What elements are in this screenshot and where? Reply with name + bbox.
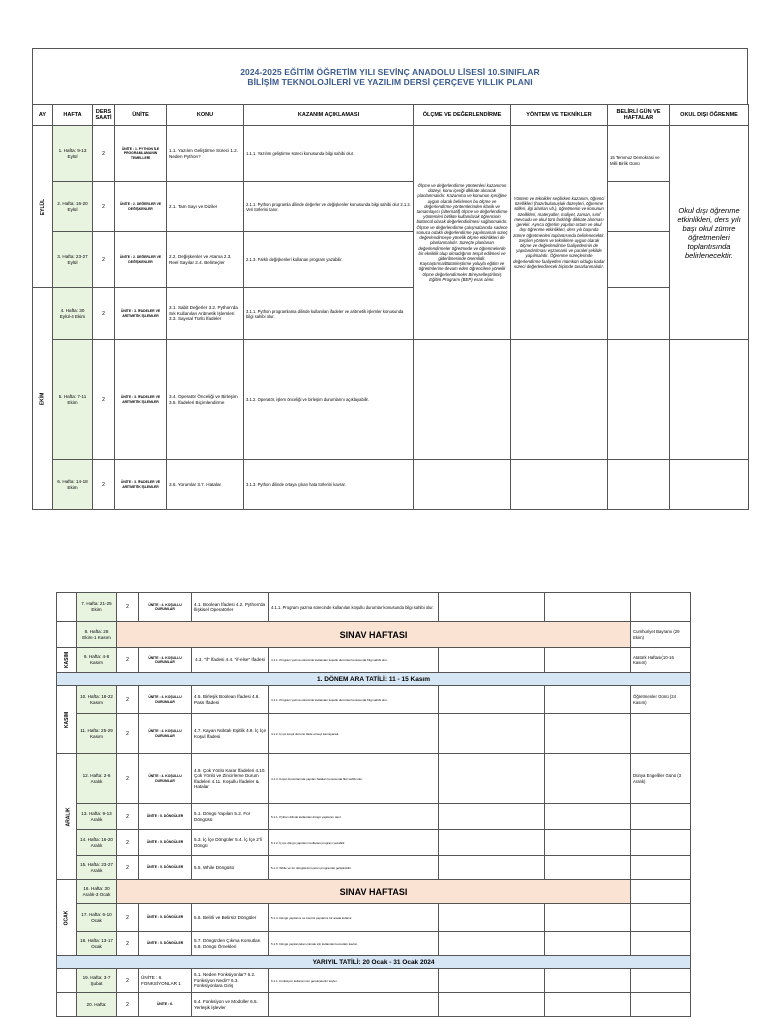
hours-cell: 2 — [117, 993, 139, 1017]
special-days-cell — [608, 182, 670, 232]
outcome-cell: 4.1.3. Koşul durumlarında yapılan hataları konusunda fikir sahibi olur. — [269, 754, 439, 804]
special-days-cell — [608, 288, 670, 340]
empty-cell — [439, 993, 545, 1017]
unit-cell: ÜNİTE : 4. KOŞULLU DURUMLAR — [139, 754, 192, 804]
month-cell — [57, 969, 77, 993]
table-row — [57, 686, 691, 714]
special-days-cell: Cumhuriyet Bayramı (29 Ekim) — [631, 622, 691, 648]
hours-cell: 2 — [117, 804, 139, 830]
month-cell — [57, 622, 77, 648]
month-label: EKİM — [39, 392, 46, 405]
month-cell — [33, 288, 53, 510]
empty-cell — [439, 904, 545, 932]
header-row — [33, 105, 749, 126]
outcome-cell: 4.1.2. İç içe koşul durumu ifade etmeyi kavrayacak. — [269, 714, 439, 754]
empty-cell — [631, 880, 691, 904]
unit-cell: ÜNİTE : 5. DÖNGÜLER — [139, 904, 192, 932]
table-row — [57, 856, 691, 880]
week-cell: 13. Hafta: 9-13 Aralık — [77, 804, 117, 830]
unit-cell: ÜNİTE : 3. İFADELER VE ARİTMETİK İŞLEMLER — [115, 288, 167, 340]
month-label: KASIM — [64, 651, 71, 669]
col-belirli: BELİRLİ GÜN VE HAFTALAR — [608, 105, 670, 126]
methods-cell: Yöntem ve teknikler seçilirken kazanım, öğrenci özellikleri (hazırbulunuşluk düzeyleri, öğrenme stilleri, ilgi alanları vb.), öğretmenin ve konunun özellikleri, materyaller, maliyet, zaman, sınıf mevcudu ve okul türü farklılığı dikkate alınması gerekir. Ayrıca öğretim yapılan ortam ve okul dışı öğrenme etkinlikleri, ders yılı başında zümre öğretmenleri toplantısında belirlenecektir. Seçilen yöntem ve tekniklere uygun olarak ölçme ve değerlendirme faaliyetlerinin de yapılandırılması eşzamanlı ve paralel şekilde yapılmalıdır. Öğrenme süreçlerinde değerlendirme faaliyetleri mümkün olduğu kadar süreci değerlendirecek biçimde tasarlanmalıdır. — [511, 126, 608, 340]
col-kazanim: KAZANIM AÇIKLAMASI — [244, 105, 414, 126]
topic-cell: 1.1. Yazılım Geliştirme Süreci 1.2. Neden Python? — [167, 126, 244, 182]
week-cell: 14. Hafta: 16-20 Aralık — [77, 830, 117, 856]
hours-cell: 2 — [117, 593, 139, 622]
table-row — [33, 340, 749, 460]
table-row — [57, 904, 691, 932]
week-cell: 7. Hafta: 21-25 Ekim — [77, 593, 117, 622]
col-okul: OKUL DIŞI ÖĞRENME — [670, 105, 749, 126]
topic-cell: 2.2. Değişkenler ve Atama 2.3. Reel Sayılar 2.4. Belirteçler — [167, 232, 244, 288]
empty-cell — [545, 856, 631, 880]
empty-cell — [631, 904, 691, 932]
empty-cell — [439, 932, 545, 956]
col-unite: ÜNİTE — [115, 105, 167, 126]
plan-table-page-1 — [32, 104, 748, 510]
topic-cell: 6.1. Neden Fonksiyonlar? 6.2. Fonksiyon Nedir? 6.3. Fonksiyonlara Giriş — [192, 969, 269, 993]
outcome-cell: 3.1.3. Python dilinde ortaya çıkan hata türlerini kavrar. — [244, 460, 414, 510]
topic-cell: 4.5. Birleşik Boolean İfadesi 4.6. Pass İfadesi — [192, 686, 269, 714]
outcome-cell: 4.1.1. Program yazma sürecinde kullanılan koşullu durumlar konusunda bilgi sahibi olur. — [269, 593, 439, 622]
table-row — [57, 648, 691, 673]
holiday-row — [57, 673, 691, 686]
hours-cell: 2 — [93, 340, 115, 460]
unit-cell: ÜNİTE : 4. KOŞULLU DURUMLAR — [139, 686, 192, 714]
hours-cell: 2 — [117, 904, 139, 932]
empty-cell — [608, 340, 670, 460]
special-days-cell: Atatürk Haftası(10-16 Kasım) — [631, 648, 691, 673]
empty-cell — [545, 754, 631, 804]
empty-cell — [545, 593, 631, 622]
hours-cell: 2 — [93, 460, 115, 510]
outcome-cell: 3.1.1. Python programlama dilinde kullanılan ifadeler ve aritmetik işlemler konusunda bilgi sahibi olur. — [244, 288, 414, 340]
unit-cell: ÜNİTE : 3. İFADELER VE ARİTMETİK İŞLEMLER — [115, 460, 167, 510]
topic-cell: 4.3. "if" İfadesi 4.4. "if-else" İfadesi — [192, 648, 269, 673]
hours-cell: 2 — [117, 969, 139, 993]
topic-cell: 2.1. Tam Sayı ve Diziler — [167, 182, 244, 232]
exam-week-banner: SINAV HAFTASI — [117, 622, 631, 648]
special-days-cell — [631, 714, 691, 754]
empty-cell — [545, 969, 631, 993]
topic-cell: 5.6. Belirli ve Belirsiz Döngüler — [192, 904, 269, 932]
week-cell: 17. Hafta: 6-10 Ocak — [77, 904, 117, 932]
unit-cell: ÜNİTE : 5. DÖNGÜLER — [139, 830, 192, 856]
week-cell: 12. Hafta: 2-6 Aralık — [77, 754, 117, 804]
month-cell — [57, 593, 77, 622]
topic-cell: 3.4. Operatör Önceliği ve Birleşim 3.5. İfadeleri Biçimlendirme — [167, 340, 244, 460]
month-label: ARALIK — [65, 807, 72, 826]
topic-cell: 3.1. Sabit Değerler 3.2. Python'da Sık Kullanılan Aritmetik İşlemleri 3.3. Sayısal Türlü İfadeler — [167, 288, 244, 340]
outcome-cell: 6.1.1. Fonksiyon kullanımının gerekçelerini söyler. — [269, 969, 439, 993]
col-ay: AY — [33, 105, 53, 126]
table-row — [33, 232, 749, 288]
table-row — [57, 993, 691, 1017]
table-row — [57, 593, 691, 622]
empty-cell — [439, 969, 545, 993]
col-yontem: YÖNTEM VE TEKNİKLER — [511, 105, 608, 126]
week-cell: 6. Hafta: 14-18 Ekim — [53, 460, 93, 510]
special-days-cell: Dünya Engelliler Günü (3 Aralık) — [631, 754, 691, 804]
empty-cell — [414, 340, 511, 460]
week-cell: 4. Hafta: 30 Eylül-4 Ekim — [53, 288, 93, 340]
unit-cell: ÜNİTE : 3. İFADELER VE ARİTMETİK İŞLEMLER — [115, 340, 167, 460]
special-days-cell — [631, 856, 691, 880]
month-cell — [57, 754, 77, 880]
hours-cell: 2 — [117, 830, 139, 856]
hours-cell: 2 — [117, 714, 139, 754]
empty-cell — [670, 460, 749, 510]
unit-cell: ÜNİTE : 4. KOŞULLU DURUMLAR — [139, 593, 192, 622]
week-cell: 1. Hafta: 9-13 Eylül — [53, 126, 93, 182]
week-cell: 10. Hafta: 18-22 Kasım — [77, 686, 117, 714]
empty-cell — [414, 460, 511, 510]
outcome-cell: 1.1.1. Yazılım geliştirme süreci konusunda bilgi sahibi olur. — [244, 126, 414, 182]
empty-cell — [545, 714, 631, 754]
special-days-cell — [631, 804, 691, 830]
empty-cell — [511, 340, 608, 460]
empty-cell — [439, 856, 545, 880]
empty-cell — [631, 969, 691, 993]
topic-cell: 5.7. Döngü'den Çıkma Komutları 5.8. Döngü Örnekleri — [192, 932, 269, 956]
week-cell: 5. Hafta: 7-11 Ekim — [53, 340, 93, 460]
topic-cell: 6.4. Fonksiyon ve Modüller 6.5. Yerleşik İşlevler — [192, 993, 269, 1017]
outcome-cell — [269, 993, 439, 1017]
outcome-cell: 5.1.4. Döngü yapılarını ve kontrol yapılarını bir arada kullanır. — [269, 904, 439, 932]
empty-cell — [439, 593, 545, 622]
topic-cell: 3.6. Yorumlar 3.7. Hatalar — [167, 460, 244, 510]
table-row — [57, 754, 691, 804]
outcome-cell: 3.1.2. Operatör, işlem önceliği ve birleşim durumlarını açıklayabilir. — [244, 340, 414, 460]
topic-cell: 4.1. Boolean İfadesi 4.2. Python'da İlişkisel Operatörler — [192, 593, 269, 622]
empty-cell — [439, 830, 545, 856]
table-row — [57, 880, 691, 904]
empty-cell — [545, 686, 631, 714]
week-cell: 18. Hafta: 13-17 Ocak — [77, 932, 117, 956]
table-row — [33, 288, 749, 340]
month-cell — [57, 993, 77, 1017]
outside-learning-cell: Okul dışı öğrenme etkinlikleri, ders yılı başı okul zümre öğretmenleri toplantısında belirlenecektir. — [670, 126, 749, 340]
hours-cell: 2 — [117, 932, 139, 956]
empty-cell — [439, 754, 545, 804]
exam-week-banner: SINAV HAFTASI — [117, 880, 631, 904]
table-row — [57, 622, 691, 648]
week-cell: 20. Hafta: — [77, 993, 117, 1017]
hours-cell: 2 — [117, 686, 139, 714]
special-days-cell — [631, 830, 691, 856]
table-row — [57, 804, 691, 830]
empty-cell — [631, 932, 691, 956]
month-label: KASIM — [64, 711, 71, 728]
week-cell: 3. Hafta: 23-27 Eylül — [53, 232, 93, 288]
unit-cell: ÜNİTE : 4. KOŞULLU DURUMLAR — [139, 648, 192, 673]
empty-cell — [631, 993, 691, 1017]
hours-cell: 2 — [117, 648, 139, 673]
outcome-cell: 4.1.1. Program yazma sürecinde kullanılan koşullu durumlar konusunda bilgi sahibi olur. — [269, 686, 439, 714]
table-row — [33, 126, 749, 182]
outcome-cell: 5.1.1. Python dilinde kullanılan döngü yapılarını tanır. — [269, 804, 439, 830]
unit-cell: ÜNİTE : 5. DÖNGÜLER — [139, 932, 192, 956]
holiday-banner: YARIYIL TATİLİ: 20 Ocak - 31 Ocak 2024 — [57, 956, 691, 969]
empty-cell — [545, 904, 631, 932]
empty-cell — [631, 593, 691, 622]
special-days-cell: Öğretmenler Günü (24 Kasım) — [631, 686, 691, 714]
holiday-banner: 1. DÖNEM ARA TATİLİ: 11 - 15 Kasım — [57, 673, 691, 686]
empty-cell — [670, 340, 749, 460]
empty-cell — [439, 804, 545, 830]
month-cell — [33, 126, 53, 288]
col-hafta: HAFTA — [53, 105, 93, 126]
empty-cell — [545, 648, 631, 673]
col-ders-saati: DERS SAATİ — [93, 105, 115, 126]
special-day-text: 15 Temmuz Demokrasi ve Milli Birlik Günü — [610, 155, 660, 166]
outcome-cell: 2.1.3. Farklı değişkenleri kullanan program yazabilir. — [244, 232, 414, 288]
week-cell: 8. Hafta: 28 Ekim-1 Kasım — [77, 622, 117, 648]
col-olcme: ÖLÇME VE DEĞERLENDİRME — [414, 105, 511, 126]
hours-cell: 2 — [93, 232, 115, 288]
table-row — [33, 182, 749, 232]
holiday-row — [57, 956, 691, 969]
outcome-cell: 4.1.1. Program yazma sürecinde kullanılan koşullu durumlar konusunda bilgi sahibi olur. — [269, 648, 439, 673]
title-line-2: BİLİŞİM TEKNOLOJİLERİ VE YAZILIM DERSİ ÇERÇEVE YILLIK PLANI — [247, 77, 533, 87]
month-cell — [57, 686, 77, 754]
unit-cell: ÜNİTE : 1. PYTHON İLE PROGRAMLAMANIN TEMELLERİ — [115, 126, 167, 182]
special-days-cell — [608, 232, 670, 288]
month-cell — [57, 648, 77, 673]
empty-cell — [511, 460, 608, 510]
table-row — [33, 460, 749, 510]
unit-cell: ÜNİTE : 6. FONKSİYONLAR 1 — [139, 969, 192, 993]
topic-cell: 4.7. Kayan Noktalı Eşitlik 4.8. İç İçe Koşul İfadesi — [192, 714, 269, 754]
outcome-cell: 5.1.5. Döngü yapılarından çıkmak için kullanılan komutları kavrar. — [269, 932, 439, 956]
topic-cell: 5.5. While Döngüsü — [192, 856, 269, 880]
outcome-cell: 2.1.1. Python programla dilinde değerler ve değişkenler konusunda bilgi sahibi olur 2.1.2. Veri türlerini tanır. — [244, 182, 414, 232]
empty-cell — [545, 993, 631, 1017]
empty-cell — [439, 686, 545, 714]
table-row — [57, 830, 691, 856]
week-cell: 19. Hafta: 3-7 Şubat — [77, 969, 117, 993]
outcome-cell: 5.1.3. While ve for döngülerini içeren programlar geliştirebilir. — [269, 856, 439, 880]
table-row — [57, 969, 691, 993]
empty-cell — [439, 714, 545, 754]
empty-cell — [608, 460, 670, 510]
topic-cell: 5.3. İç İçe Döngüler 5.4. İç İçe 2'li Döngü — [192, 830, 269, 856]
week-cell: 11. Hafta: 25-29 Kasım — [77, 714, 117, 754]
title-line-1: 2024-2025 EĞİTİM ÖĞRETİM YILI SEVİNÇ ANADOLU LİSESİ 10.SINIFLAR — [240, 67, 540, 77]
table-row — [57, 932, 691, 956]
table-row — [57, 714, 691, 754]
unit-cell: ÜNİTE : 2. DEĞERLER VE DEĞİŞKENLER — [115, 182, 167, 232]
col-konu: KONU — [167, 105, 244, 126]
plan-table-page-2 — [56, 592, 682, 1017]
hours-cell: 2 — [93, 126, 115, 182]
empty-cell — [545, 932, 631, 956]
empty-cell — [545, 804, 631, 830]
unit-cell: ÜNİTE : 5. DÖNGÜLER — [139, 856, 192, 880]
topic-cell: 4.9. Çok Yönlü Karar İfadeleri 4.10. Çok Yönlü ve Zincirleme Durum İfadeleri 4.11. Koşullu İfadeler & Hatalar — [192, 754, 269, 804]
month-cell — [57, 880, 77, 956]
week-cell: 9. Hafta: 4-8 Kasım — [77, 648, 117, 673]
unit-cell: ÜNİTE : 4. KOŞULLU DURUMLAR — [139, 714, 192, 754]
empty-cell — [545, 830, 631, 856]
hours-cell: 2 — [93, 288, 115, 340]
topic-cell: 5.1. Döngü Yapıları 5.2. For Döngüsü — [192, 804, 269, 830]
hours-cell: 2 — [117, 754, 139, 804]
unit-cell: ÜNİTE : 5. DÖNGÜLER — [139, 804, 192, 830]
week-cell: 2. Hafta: 16-20 Eylül — [53, 182, 93, 232]
week-cell: 15. Hafta: 23-27 Aralık — [77, 856, 117, 880]
special-days-cell — [608, 126, 670, 182]
hours-cell: 2 — [117, 856, 139, 880]
outcome-cell: 5.1.2. İç içe döngü yapılarını kullanan program yazabilir. — [269, 830, 439, 856]
hours-cell: 2 — [93, 182, 115, 232]
unit-cell: ÜNİTE : 2. DEĞERLER VE DEĞİŞKENLER — [115, 232, 167, 288]
unit-cell: ÜNİTE : 6. — [139, 993, 192, 1017]
empty-cell — [439, 648, 545, 673]
assessment-cell: Ölçme ve değerlendirme yöntemleri kazanımın düzeyi, konu içeriği dikkate alınarak planlanmalıdır. Kazanıma ve konunun içeriğine uygun olarak belirlenen bu ölçme ve değerlendirme yöntemlerinden klasik ve tamamlayıcı (alternatif) ölçme ve değerlendirme yöntemleri birlikte kullanılarak öğrencinin bütüncül olarak değerlendirilmesi sağlanmalıdır. Ölçme ve değerlendirme çalışmalarında sadece sonuca odaklı değerlendirme yapılmamalı süreç değerlendirmeye yönelik ölçme etkinlikleri de planlanmalıdır. Süreçte planlanan değerlendirmeler öğretmede ve öğrenmelerde bir eksiklik olup olmadığının tespit edilmesi ve giderilmesinde önemlidir. Kaynaştırma/Bütünleştirme yoluyla eğitim ve öğretimlerine devam eden öğrencilere yönelik ölçme değerlendirmeler Bireyselleştirilmiş Eğitim Programı (BEP) esas alınır. — [414, 126, 511, 340]
week-cell: 16. Hafta: 30 Aralık-3 Ocak — [77, 880, 117, 904]
title-block — [32, 48, 748, 105]
month-label: OCAK — [63, 910, 70, 925]
month-label: EYLÜL — [40, 198, 47, 215]
